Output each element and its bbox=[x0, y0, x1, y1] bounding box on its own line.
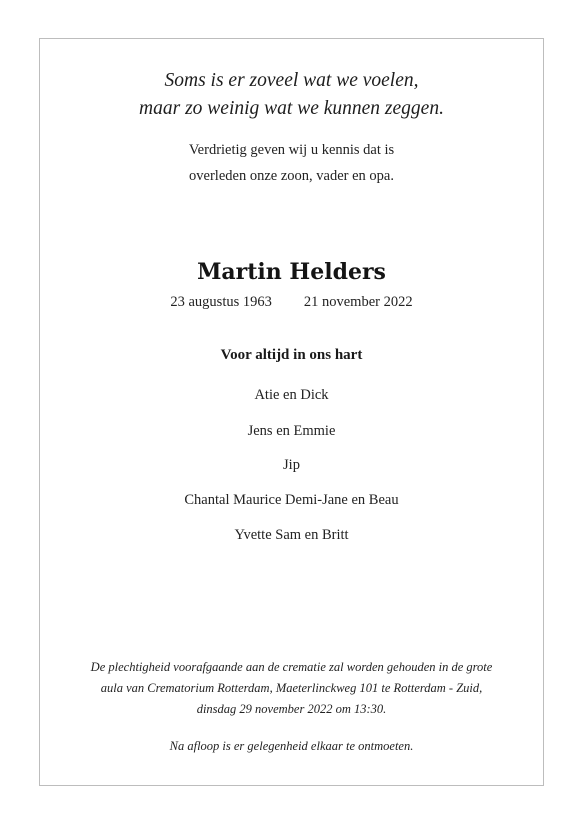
ceremony-line-3: dinsdag 29 november 2022 om 13:30. bbox=[196, 702, 387, 716]
ceremony-line-1: De plechtigheid voorafgaande aan de crematie zal worden gehouden in de grote bbox=[90, 660, 493, 674]
ceremony-details bbox=[40, 657, 543, 720]
quote-line-1: Soms is er zoveel wat we voelen, bbox=[164, 70, 419, 91]
family-member-line: Jens en Emmie bbox=[247, 423, 336, 439]
birth-date: 23 augustus 1963 bbox=[170, 294, 272, 310]
intro-text bbox=[40, 137, 543, 189]
family-member-line: Atie en Dick bbox=[254, 387, 329, 403]
opening-quote bbox=[40, 67, 543, 123]
deceased-name: Martin Helders bbox=[197, 259, 386, 285]
quote-line-2: maar zo weinig wat we kunnen zeggen. bbox=[139, 98, 444, 119]
family-member-line: Yvette Sam en Britt bbox=[234, 527, 349, 543]
motto: Voor altijd in ons hart bbox=[220, 347, 363, 363]
death-date: 21 november 2022 bbox=[303, 294, 413, 310]
family-member-line: Jip bbox=[283, 457, 300, 473]
announcement-card bbox=[39, 38, 544, 786]
intro-line-2: overleden onze zoon, vader en opa. bbox=[189, 168, 394, 184]
family-member-line: Chantal Maurice Demi-Jane en Beau bbox=[184, 492, 399, 508]
life-dates bbox=[40, 292, 543, 312]
ceremony-line-2: aula van Crematorium Rotterdam, Maeterlinckweg 101 te Rotterdam - Zuid, bbox=[100, 681, 483, 695]
intro-line-1: Verdrietig geven wij u kennis dat is bbox=[188, 142, 395, 158]
closing-note: Na afloop is er gelegenheid elkaar te ontmoeten. bbox=[169, 739, 414, 753]
